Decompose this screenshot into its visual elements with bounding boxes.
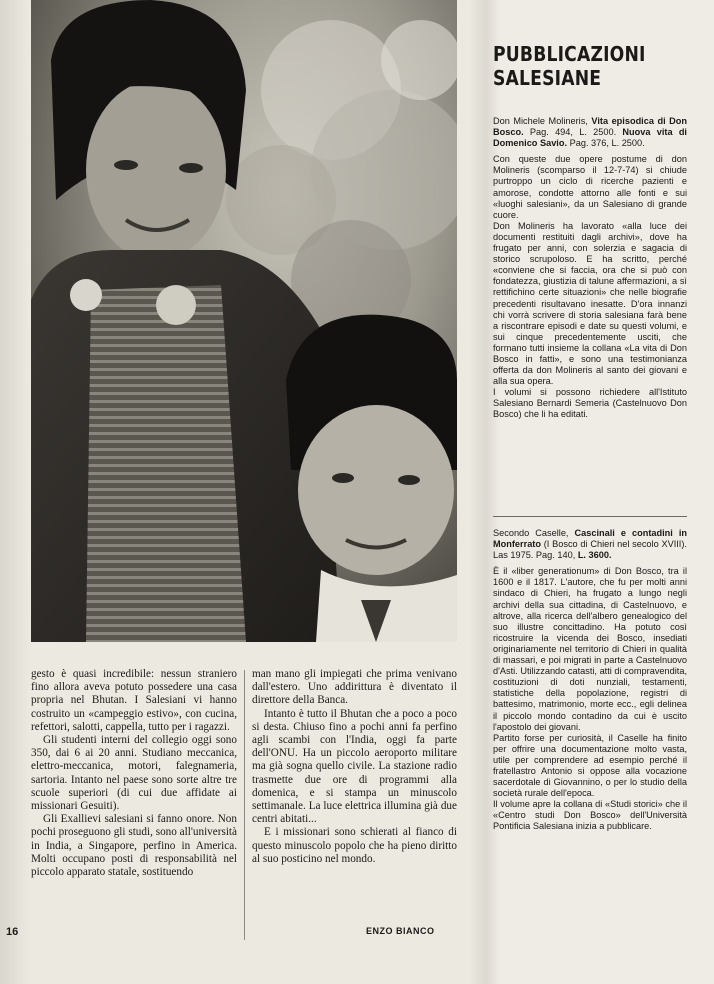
paragraph: gesto è quasi incredibile: nessun straniero fino allora aveva potuto possedere una casa propria nel Bhutan. I Salesiani vi hanno costruito un «campeggio estivo», con cucina, refettori, salotti, cappella, tutto per i ragazzi.: [31, 668, 237, 733]
photo-of-two-children-icon: [31, 0, 457, 642]
photo-two-children: [31, 0, 457, 642]
paragraph: Con queste due opere postume di don Molineris (scomparso il 12-7-74) si chiude purtroppo un ciclo di ricerche pazienti e amorose, condotte attorno alle fonti e sui «luoghi salesiani», da un Salesiano di grande cuore.: [493, 154, 687, 220]
book-1-citation: [493, 116, 687, 149]
book-1-author: Don Michele Molineris,: [493, 116, 588, 126]
column-divider: [244, 670, 245, 940]
book-review-2: [493, 528, 687, 833]
sidebar-title: [493, 42, 674, 90]
book-3-price: L. 3600.: [577, 550, 612, 561]
book-3-title: Cascinali e contadini in Monferrato: [493, 528, 687, 550]
article-column-2: [252, 668, 457, 866]
paragraph: Partito forse per curiosità, il Caselle ha finito per offrire una documentazione molto vasta, utile per comprendere ad esempio perché il fratellastro Antonio si oppose alla vocazione sacerdotale di Giovannino, o per lo studio della società rurale dell'epoca.: [493, 732, 687, 799]
paragraph: I volumi si possono richiedere all'Istituto Salesiano Bernardi Semeria (Castelnuovo Don Bosco) che li ha editati.: [493, 387, 687, 420]
sidebar-title-line-2: SALESIANE: [493, 66, 602, 90]
book-2-title: Nuova vita di Domenico Savio.: [493, 127, 687, 149]
paragraph: È il «liber generationum» di Don Bosco, tra il 1600 e il 1817. L'autore, che fu per molti anni sindaco di Chieri, ha frugato a lungo negli archivi della sua cittadina, di Castelnuovo, e altrove, alla ricerca dell'albero genealogico del suo illustre concittadino. Ha potuto così ricostruire la vicenda dei Bosco, insediati originariamente nel territorio di Chieri in qualità di massari, e poi migrati in parte a Castelnuovo d'Asti. Utilizzando catasti, atti di compravendita, costituzioni di doti nunziali, testamenti, statistiche della popolazione, registri di battesimo, matrimonio, morte ecc., egli delinea il piccolo mondo contadino da cui è uscito l'apostolo dei giovani.: [493, 566, 687, 732]
paragraph: Don Molineris ha lavorato «alla luce dei documenti restituiti dagli archivi», dove ha frugato per anni, con solerzia e sagacia di storico scrupoloso. E ha scritto, perché «conviene che si faccia, ora che si può con fondatezza, giustizia di talune affermazioni, a sì rettifichino certe situazioni» che nelle biografie precedenti risultavano inesatte. D'ora innanzi chi vorrà scrivere di storia salesiana farà bene a riscontrare episodi e date su questi volumi, e sui cinque precedentemente usciti, che formano tutti insieme la collana «La vita di Don Bosco in fatti», e sono una testimonianza offerta da don Molineris al santo dei giovani e alla sua opera.: [493, 220, 687, 387]
paragraph: Gli Exallievi salesiani si fanno onore. Non pochi proseguono gli studi, sono all'università in India, a Singapore, perfino in America. Molti occupano posti di responsabilità nel piccolo apparato statale, sostituendo: [31, 813, 237, 879]
page-number: 16: [6, 926, 19, 938]
paragraph: Intanto è tutto il Bhutan che a poco a poco si desta. Chiuso fino a pochi anni fa perfino agli scambi con l'India, oggi fa parte dell'ONU. Ha un piccolo aeroporto militare ma già sogna quello civile. La stazione radio trasmette due ore di programmi alla domenica, e si stampa un minuscolo settimanale. La luce elettrica illumina già due centri abitati...: [252, 707, 457, 826]
article-author: ENZO BIANCO: [366, 926, 435, 936]
book-3-author: Secondo Caselle,: [493, 528, 569, 538]
paragraph: E i missionari sono schierati al fianco di questo minuscolo popolo che ha pieno diritto al suo posticino nel mondo.: [252, 826, 457, 865]
book-3-citation: [493, 528, 687, 561]
paragraph: Gli studenti interni del collegio oggi sono 350, dai 6 ai 20 anni. Studiano meccanica, elettro-meccanica, motori, falegnameria, sartoria. Intanto nel paese sono sorte altre tre scuole superiori (di cui due affidate ai missionari Gesuiti).: [31, 734, 237, 813]
book-review-1: [493, 116, 687, 421]
paragraph: Il volume apre la collana di «Studi storici» che il «Centro studi Don Bosco» dell'Università Pontificia Salesiana inizia a pubblicare.: [493, 799, 687, 832]
book-1-title: Vita episodica di Don Bosco.: [493, 116, 687, 138]
review-divider: [493, 516, 687, 517]
article-column-1: [31, 668, 237, 879]
sidebar-title-line-1: PUBBLICAZIONI: [493, 42, 646, 66]
book-1-details: Pag. 494, L. 2500.: [529, 127, 617, 138]
paragraph: man mano gli impiegati che prima venivano dall'estero. Uno addirittura è diventato il direttore della Banca.: [252, 668, 457, 707]
book-2-details: Pag. 376, L. 2500.: [569, 138, 645, 149]
book-3-details: (I Bosco di Chieri nel secolo XVIII). Las 1975. Pag. 140,: [493, 539, 687, 561]
